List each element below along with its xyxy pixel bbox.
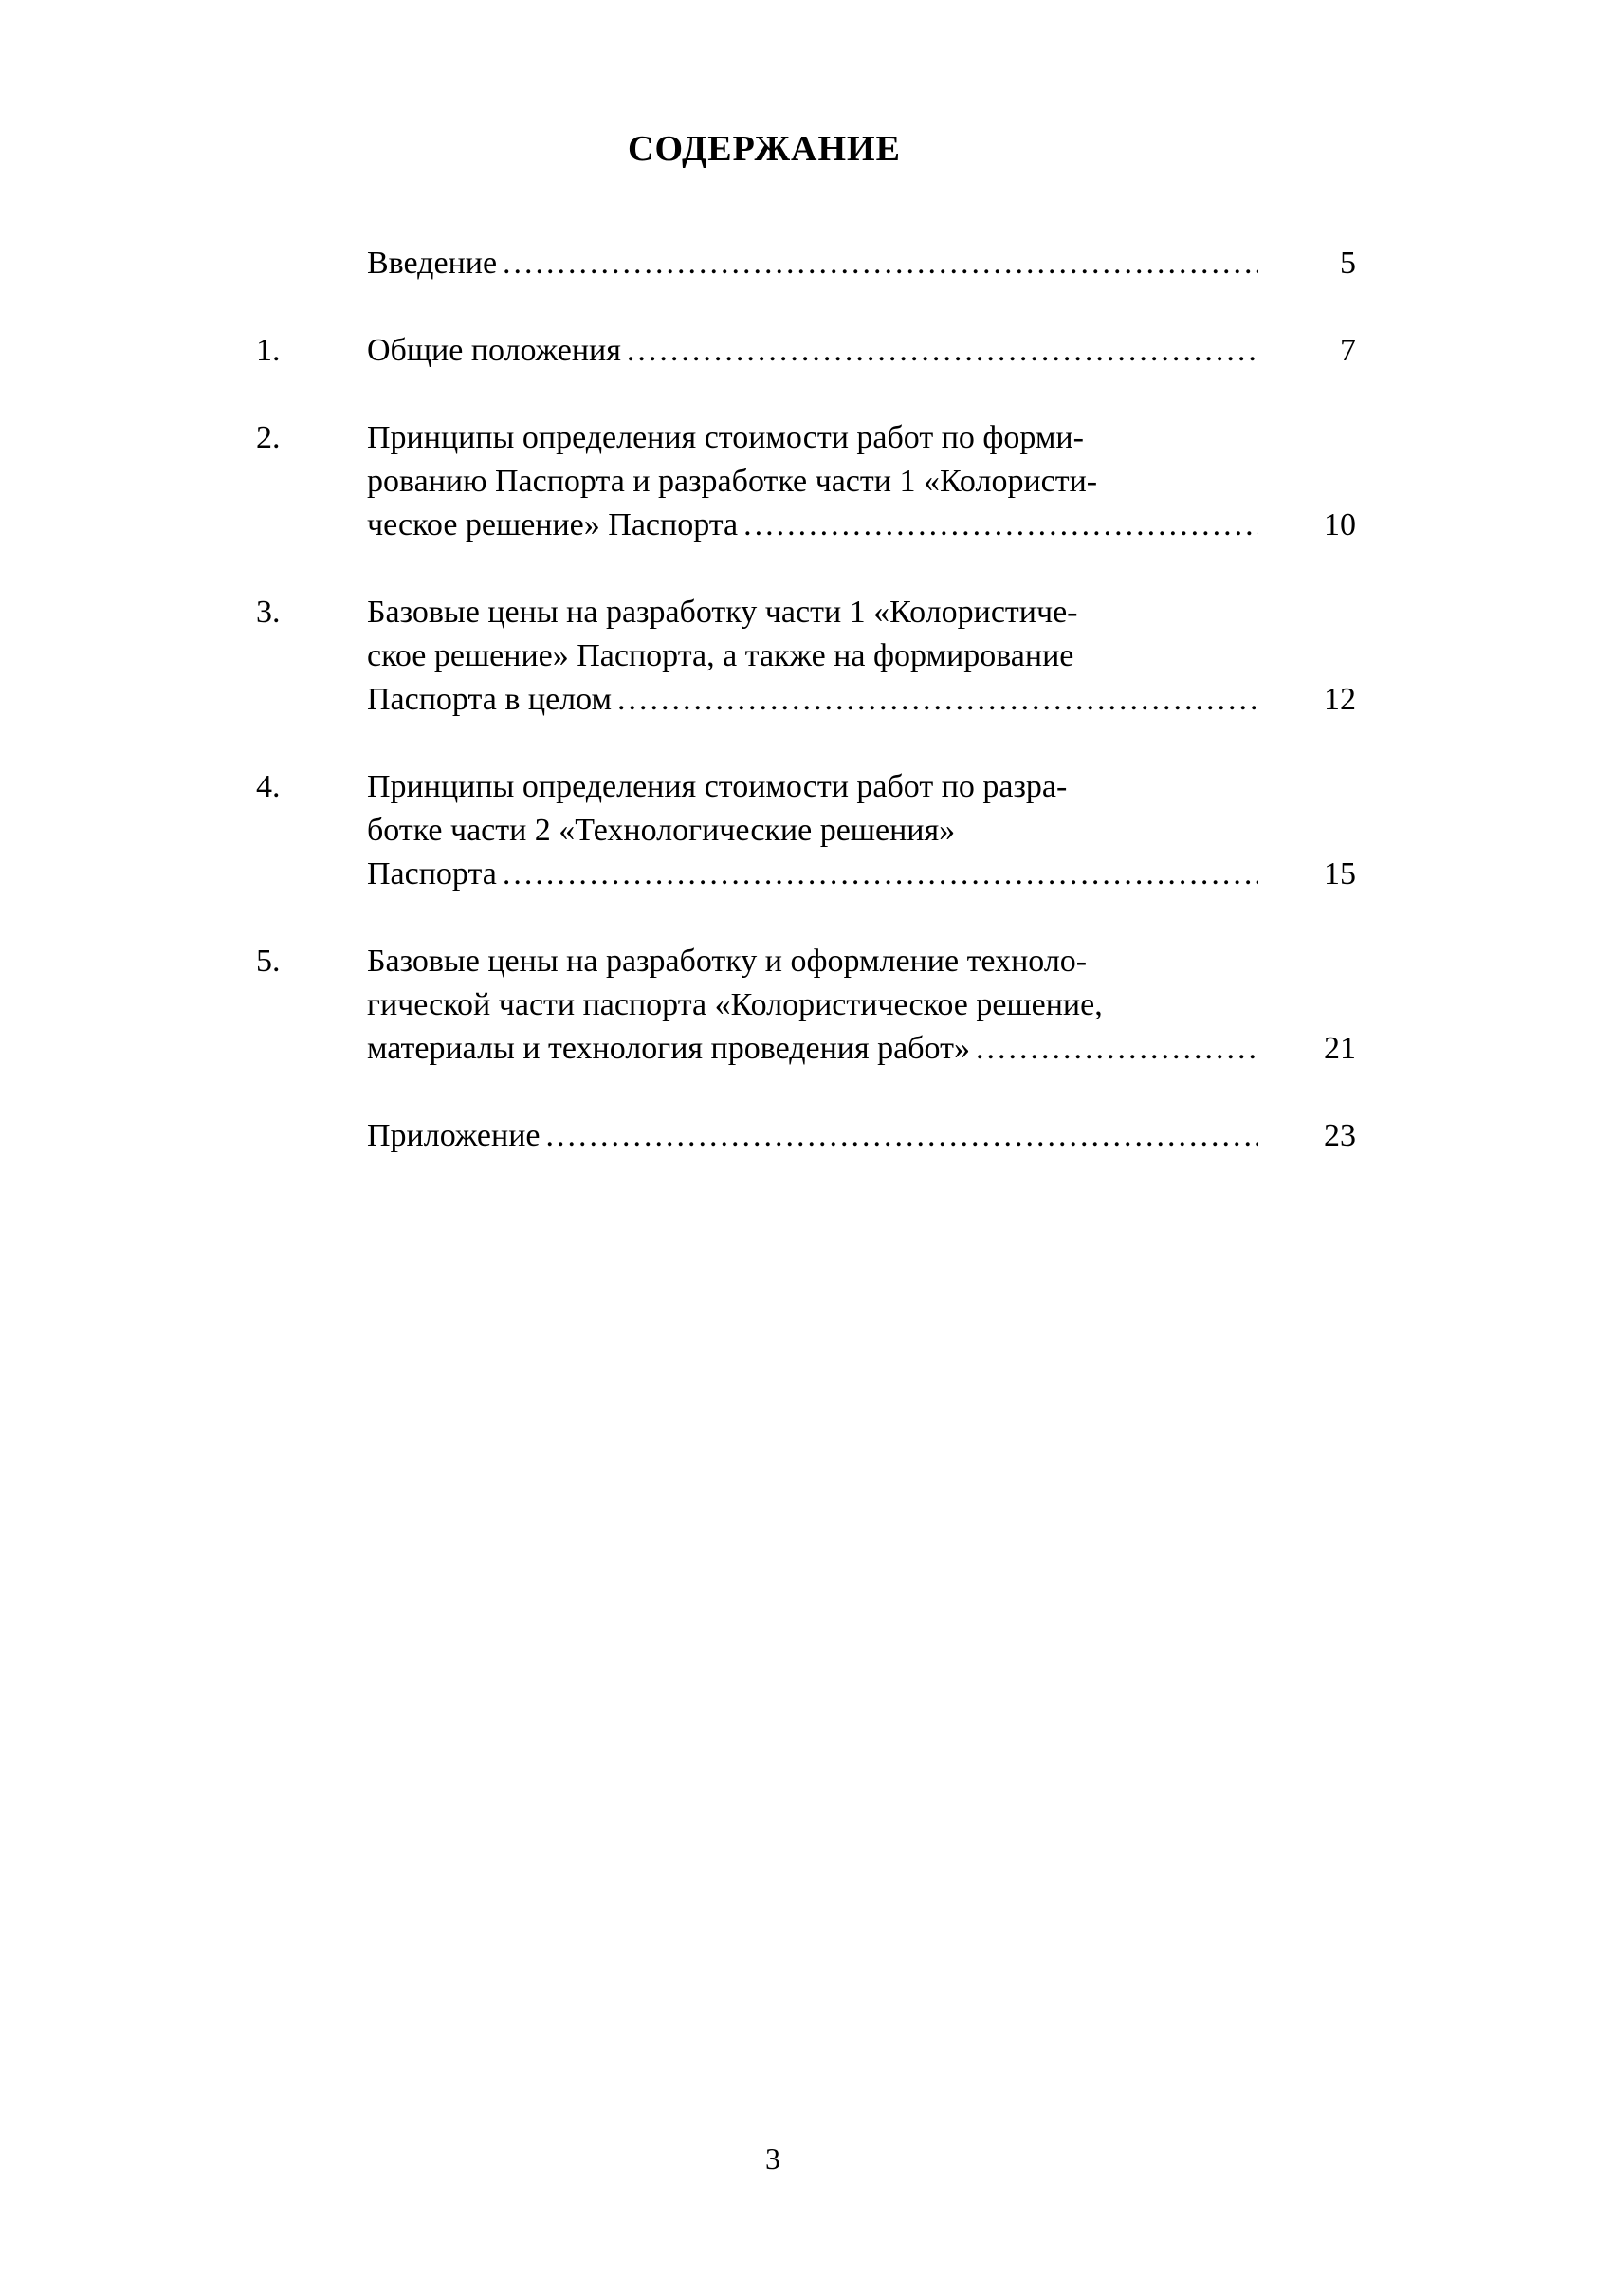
toc-entry-line bbox=[367, 504, 1258, 547]
page-number: 3 bbox=[765, 2141, 780, 2176]
table-of-contents bbox=[256, 242, 1356, 1158]
toc-entry-section-3[interactable] bbox=[256, 591, 1356, 722]
toc-entry-number: 1. bbox=[256, 333, 281, 368]
toc-entry-line bbox=[367, 678, 1258, 722]
toc-entry-text bbox=[367, 1114, 1258, 1158]
toc-entry-text bbox=[367, 329, 1258, 373]
dot-leader bbox=[545, 1114, 1258, 1158]
page-title: СОДЕРЖАНИЕ bbox=[628, 129, 901, 169]
dot-leader bbox=[976, 1027, 1258, 1071]
toc-entry-title: Введение bbox=[367, 246, 498, 281]
toc-entry-line: Базовые цены на разработку части 1 «Колористиче- bbox=[367, 595, 1078, 630]
toc-entry-line bbox=[367, 242, 1258, 285]
toc-entry-title: ческое решение» Паспорта bbox=[367, 507, 739, 542]
toc-entry-number: 4. bbox=[256, 769, 281, 804]
dot-leader bbox=[627, 329, 1258, 373]
toc-entry-title: Паспорта bbox=[367, 856, 497, 891]
toc-entry-page: 23 bbox=[1324, 1118, 1356, 1153]
toc-entry-title: материалы и технология проведения работ» bbox=[367, 1031, 970, 1066]
dot-leader bbox=[743, 504, 1258, 547]
toc-entry-title: Общие положения bbox=[367, 333, 621, 368]
toc-entry-line bbox=[367, 329, 1258, 373]
toc-entry-section-2[interactable] bbox=[256, 416, 1356, 547]
toc-entry-page: 12 bbox=[1324, 682, 1356, 717]
toc-entry-text bbox=[367, 416, 1258, 547]
toc-entry-line bbox=[367, 853, 1258, 896]
toc-entry-text bbox=[367, 940, 1258, 1071]
toc-entry-line: ское решение» Паспорта, а также на формирование bbox=[367, 638, 1074, 673]
toc-entry-line: рованию Паспорта и разработке части 1 «Колористи- bbox=[367, 464, 1098, 499]
toc-entry-page: 10 bbox=[1324, 507, 1356, 542]
toc-entry-introduction[interactable] bbox=[256, 242, 1356, 285]
toc-entry-page: 21 bbox=[1324, 1031, 1356, 1066]
toc-entry-line bbox=[367, 1114, 1258, 1158]
dot-leader bbox=[617, 678, 1258, 722]
toc-entry-page: 5 bbox=[1340, 246, 1356, 281]
toc-entry-appendix[interactable] bbox=[256, 1114, 1356, 1158]
toc-entry-title: Приложение bbox=[367, 1118, 541, 1153]
toc-entry-general[interactable] bbox=[256, 329, 1356, 373]
toc-entry-title: Паспорта в целом bbox=[367, 682, 613, 717]
toc-entry-line: гической части паспорта «Колористическое решение, bbox=[367, 987, 1103, 1022]
toc-entry-text bbox=[367, 242, 1258, 285]
toc-entry-line: ботке части 2 «Технологические решения» bbox=[367, 813, 956, 848]
toc-entry-line bbox=[367, 1027, 1258, 1071]
toc-entry-section-4[interactable] bbox=[256, 765, 1356, 896]
toc-entry-text bbox=[367, 765, 1258, 896]
toc-entry-page: 7 bbox=[1340, 333, 1356, 368]
toc-entry-line: Принципы определения стоимости работ по форми- bbox=[367, 420, 1084, 455]
dot-leader bbox=[503, 853, 1258, 896]
toc-entry-number: 2. bbox=[256, 420, 281, 455]
toc-entry-number: 5. bbox=[256, 944, 281, 979]
toc-entry-text bbox=[367, 591, 1258, 722]
toc-entry-section-5[interactable] bbox=[256, 940, 1356, 1071]
dot-leader bbox=[503, 242, 1258, 285]
toc-entry-number: 3. bbox=[256, 595, 281, 630]
toc-entry-line: Принципы определения стоимости работ по разра- bbox=[367, 769, 1068, 804]
toc-entry-line: Базовые цены на разработку и оформление техноло- bbox=[367, 944, 1088, 979]
toc-entry-page: 15 bbox=[1324, 856, 1356, 891]
